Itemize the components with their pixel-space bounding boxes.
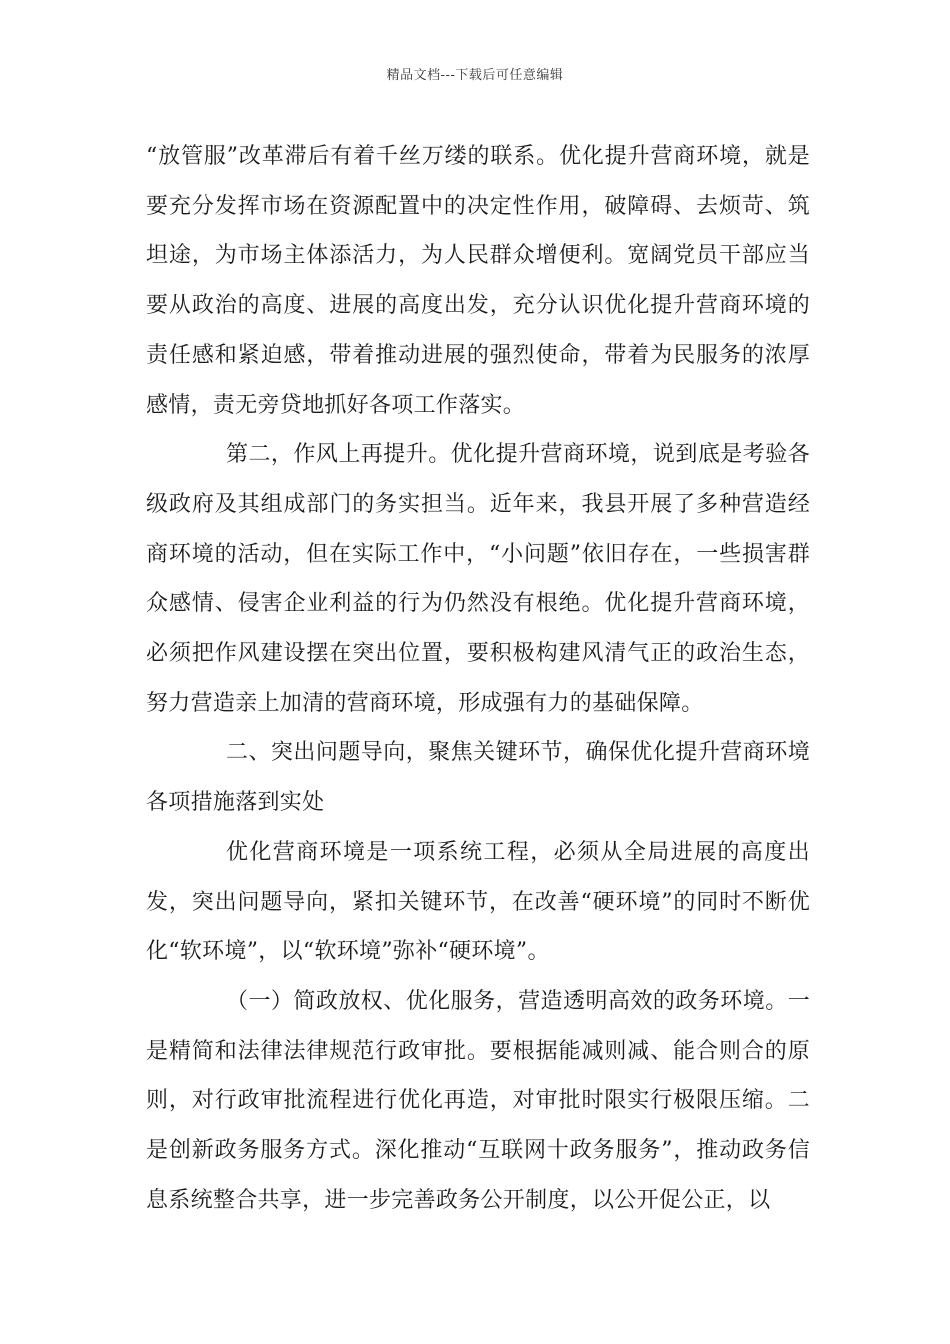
paragraph-subsection-one: （一）简政放权、优化服务，营造透明高效的政务环境。一是精简和法律法律规范行政审批。要根据能减则减、能合则合的原则，对行政审批流程进行优化再造，对审批时限实行极限压缩。二是创新政务服务方式。深化推动“互联网十政务服务”，推动政务信息系统整合共享，进一步完善政务公开制度，以公开促公正，以 bbox=[146, 988, 810, 1213]
section-heading-two: 二、突出问题导向，聚焦关键环节，确保优化提升营商环境各项措施落到实处 bbox=[146, 740, 810, 816]
paragraph-system-engineering: 优化营商环境是一项系统工程，必须从全局进展的高度出发，突出问题导向，紧扣关键环节，在改善“硬环境”的同时不断优化“软环境”，以“软环境”弥补“硬环境”。 bbox=[146, 839, 810, 965]
paragraph-work-style: 第二，作风上再提升。优化提升营商环境，说到底是考验各级政府及其组成部门的务实担当。近年来，我县开展了多种营造经商环境的活动，但在实际工作中，“小问题”依旧存在，一些损害群众感情、侵害企业利益的行为仍然没有根绝。优化提升营商环境，必须把作风建设摆在突出位置，要积极构建风清气正的政治生态，努力营造亲上加清的营商环境，形成强有力的基础保障。 bbox=[146, 442, 810, 716]
paragraph-continuation: “放管服”改革滞后有着千丝万缕的联系。优化提升营商环境，就是要充分发挥市场在资源配置中的决定性作用，破障碍、去烦苛、筑坦途，为市场主体添活力，为人民群众增便利。宽阔党员干部应当要从政治的高度、进展的高度出发，充分认识优化提升营商环境的责任感和紧迫感，带着推动进展的强烈使命，带着为民服务的浓厚感情，责无旁贷地抓好各项工作落实。 bbox=[146, 144, 810, 418]
document-body bbox=[146, 132, 810, 1225]
page-header: 精品文档---下载后可任意编辑 bbox=[386, 68, 564, 83]
